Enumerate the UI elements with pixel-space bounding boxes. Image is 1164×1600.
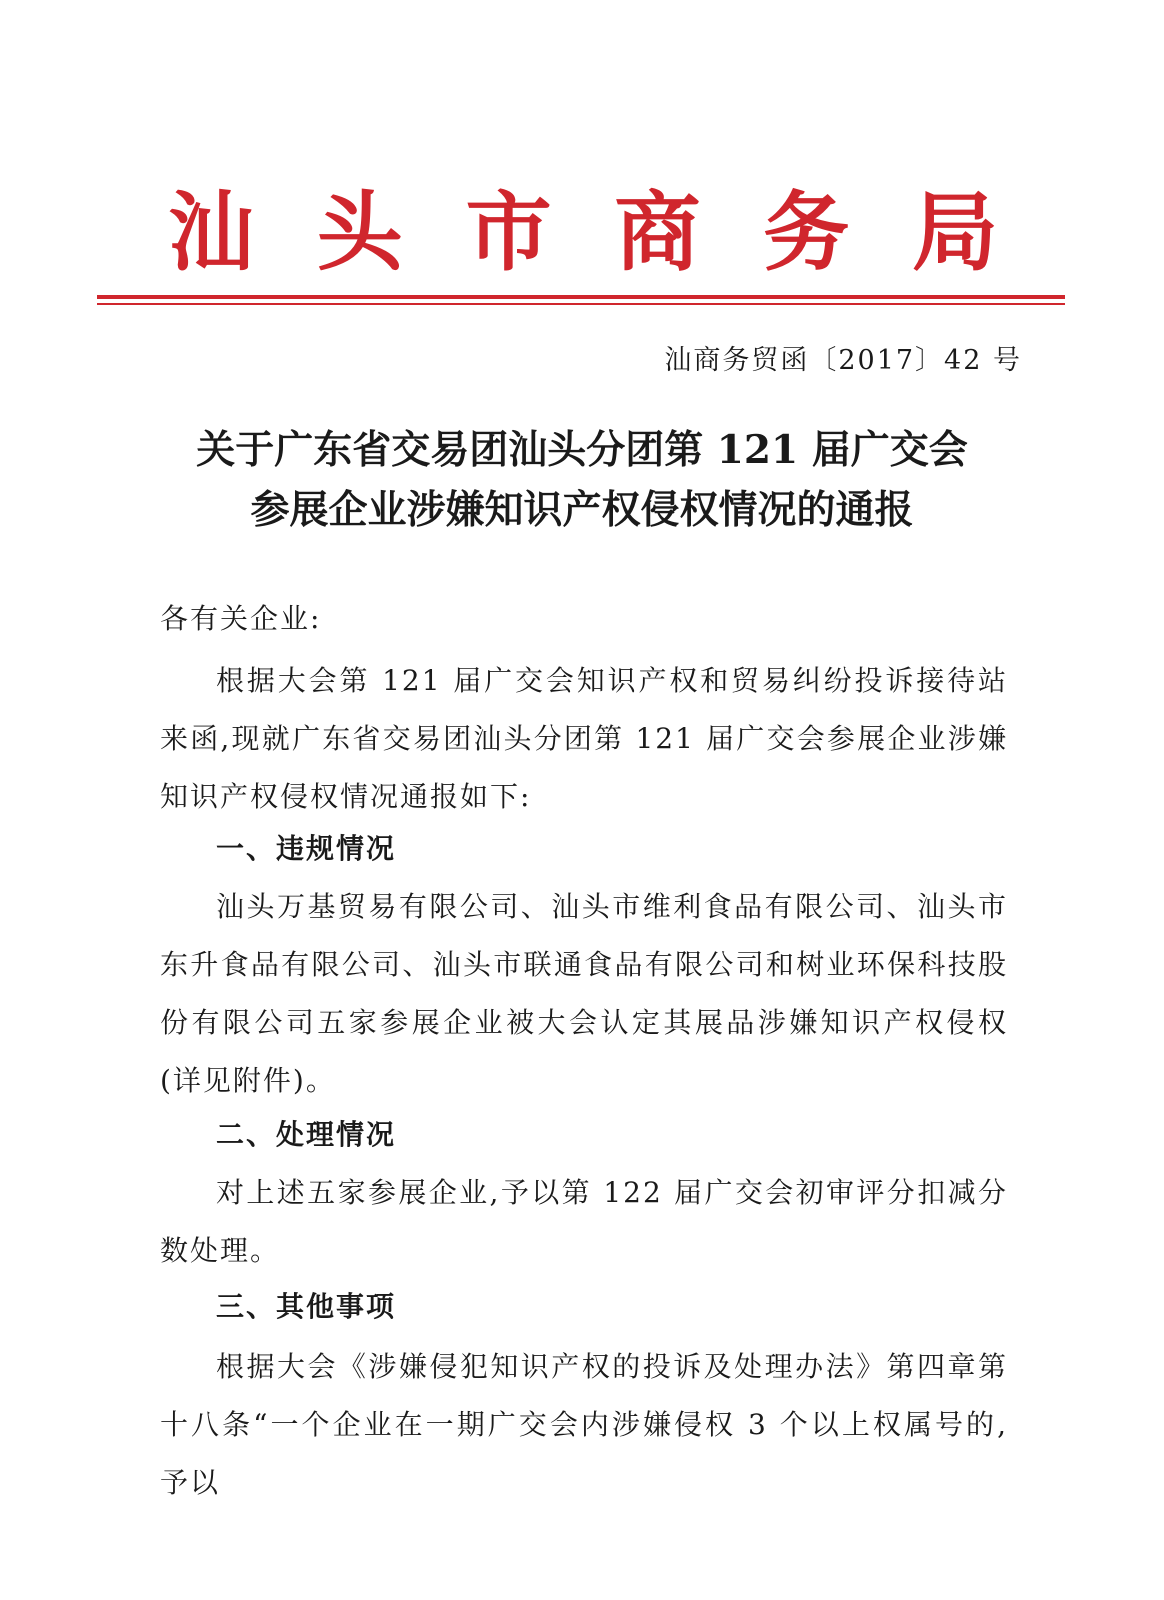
section-text-other: 根据大会《涉嫌侵犯知识产权的投诉及处理办法》第四章第十八条“一个企业在一期广交会内涉嫌侵权 3 个以上权属号的,予以	[160, 1350, 1008, 1499]
masthead-char: 汕	[168, 182, 254, 283]
masthead-rule-thin	[97, 303, 1065, 305]
masthead-char: 务	[763, 182, 850, 283]
section-heading-other: 三、其他事项	[216, 1290, 397, 1323]
masthead-char: 商	[614, 182, 701, 283]
section-text-violations: 汕头万基贸易有限公司、汕头市维利食品有限公司、汕头市东升食品有限公司、汕头市联通食品有限公司和树业环保科技股份有限公司五家参展企业被大会认定其展品涉嫌知识产权侵权 (详见附件)。	[160, 890, 1008, 1097]
section-heading-handling: 二、处理情况	[216, 1118, 397, 1151]
section-heading-violations: 一、违规情况	[216, 832, 397, 865]
masthead-rule-thick	[97, 295, 1065, 299]
masthead-char: 市	[465, 182, 552, 283]
masthead-char: 头	[316, 182, 403, 283]
masthead-char: 局	[911, 182, 998, 283]
section-text-handling: 对上述五家参展企业,予以第 122 届广交会初审评分扣减分数处理。	[160, 1176, 1008, 1267]
masthead	[100, 178, 1064, 288]
intro-paragraph: 根据大会第 121 届广交会知识产权和贸易纠纷投诉接待站来函,现就广东省交易团汕头分团第 121 届广交会参展企业涉嫌知识产权侵权情况通报如下:	[160, 664, 1008, 813]
document-number: 汕商务贸函〔2017〕42 号	[664, 345, 1022, 376]
title-line-1: 关于广东省交易团汕头分团第 121 届广交会	[196, 427, 968, 473]
salutation: 各有关企业:	[160, 602, 322, 635]
document-title	[120, 420, 1044, 540]
title-line-2: 参展企业涉嫌知识产权侵权情况的通报	[250, 487, 914, 533]
